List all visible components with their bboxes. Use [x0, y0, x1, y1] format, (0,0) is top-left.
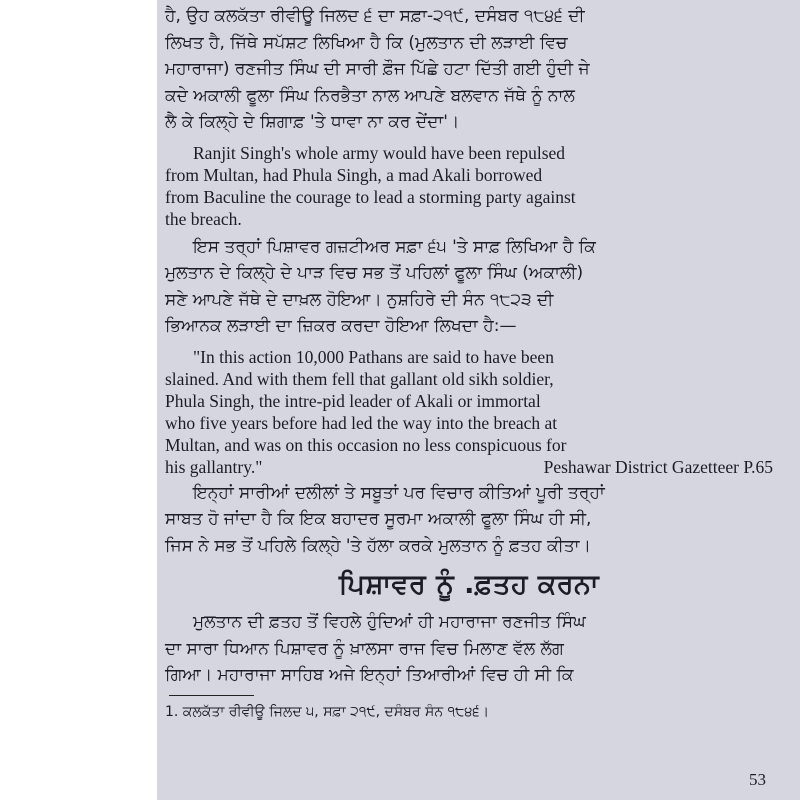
text-line: ਮੁਲਤਾਨ ਦੇ ਕਿਲ੍ਹੇ ਦੇ ਪਾੜ ਵਿਚ ਸਭ ਤੋਂ ਪਹਿਲਾਂ ਫੂਲਾ ਸਿੰਘ (ਅਕਾਲੀ)	[165, 263, 584, 283]
quote-line: his gallantry."	[165, 456, 263, 477]
text-line: ਜਿਸ ਨੇ ਸਭ ਤੋਂ ਪਹਿਲੇ ਕਿਲ੍ਹੇ 'ਤੇ ਹੱਲਾ ਕਰਕੇ ਮੁਲਤਾਨ ਨੂੰ ਫ਼ਤਹ ਕੀਤਾ।	[165, 535, 591, 556]
paragraph-1	[165, 0, 773, 136]
quote-line: Phula Singh, the intre-pid leader of Akali or immortal	[165, 390, 541, 411]
text-line: ਮੁਲਤਾਨ ਦੀ ਫ਼ਤਹ ਤੋਂ ਵਿਹਲੇ ਹੁੰਦਿਆਂ ਹੀ ਮਹਾਰਾਜਾ ਰਣਜੀਤ ਸਿੰਘ	[193, 612, 586, 632]
quote-line: from Baculine the courage to lead a storming party against	[165, 186, 576, 207]
quote-line: slained. And with them fell that gallant old sikh soldier,	[165, 368, 554, 389]
text-line: ਇਨ੍ਹਾਂ ਸਾਰੀਆਂ ਦਲੀਲਾਂ ਤੇ ਸਬੂਤਾਂ ਪਰ ਵਿਚਾਰ ਕੀਤਿਆਂ ਪੂਰੀ ਤਰ੍ਹਾਂ	[193, 482, 605, 503]
text-line: ਗਿਆ। ਮਹਾਰਾਜਾ ਸਾਹਿਬ ਅਜੇ ਇਨ੍ਹਾਂ ਤਿਆਰੀਆਂ ਵਿਚ ਹੀ ਸੀ ਕਿ	[165, 665, 574, 685]
text-line: ਮਹਾਰਾਜਾ) ਰਣਜੀਤ ਸਿੰਘ ਦੀ ਸਾਰੀ ਫ਼ੌਜ ਪਿੱਛੇ ਹਟਾ ਦਿੱਤੀ ਗਈ ਹੁੰਦੀ ਜੇ	[165, 59, 590, 79]
text-line: ਭਿਆਨਕ ਲੜਾਈ ਦਾ ਜ਼ਿਕਰ ਕਰਦਾ ਹੋਇਆ ਲਿਖਦਾ ਹੈ:—	[165, 316, 517, 336]
book-page	[157, 0, 800, 800]
footnote-divider	[169, 695, 254, 696]
text-line: ਦਾ ਸਾਰਾ ਧਿਆਨ ਪਿਸ਼ਾਵਰ ਨੂੰ ਖ਼ਾਲਸਾ ਰਾਜ ਵਿਚ ਮਿਲਾਣ ਵੱਲ ਲੱਗ	[165, 638, 564, 659]
quote-source: Peshawar District Gazetteer P.65	[543, 456, 773, 477]
english-quote-2	[165, 346, 773, 478]
text-line: ਸਾਬਤ ਹੋ ਜਾਂਦਾ ਹੈ ਕਿ ਇਕ ਬਹਾਦਰ ਸੂਰਮਾ ਅਕਾਲੀ ਫੂਲਾ ਸਿੰਘ ਹੀ ਸੀ,	[165, 509, 592, 529]
quote-line: Ranjit Singh's whole army would have been repulsed	[193, 142, 566, 163]
footnote: 1. ਕਲਕੱਤਾ ਰੀਵੀਊ ਜਿਲਦ ੫, ਸਫ਼ਾ ੨੧੯, ਦਸੰਬਰ ਸੰਨ ੧੮੪੬।	[165, 703, 490, 720]
quote-line: "In this action 10,000 Pathans are said to have been	[193, 346, 554, 367]
section-heading: ਪਿਸ਼ਾਵਰ ਨੂੰ .ਫ਼ਤਹ ਕਰਨਾ	[338, 569, 600, 600]
quote-line: who five years before had led the way into the breach at	[165, 412, 558, 433]
english-quote-1	[165, 142, 773, 230]
text-line: ਕਦੇ ਅਕਾਲੀ ਫੂਲਾ ਸਿੰਘ ਨਿਰਭੈਤਾ ਨਾਲ ਆਪਣੇ ਬਲਵਾਨ ਜੱਥੇ ਨੂੰ ਨਾਲ	[165, 85, 575, 106]
text-line: ਹੈ, ਉਹ ਕਲਕੱਤਾ ਰੀਵੀਊ ਜਿਲਦ ੬ ਦਾ ਸਫ਼ਾ-੨੧੯, ਦਸੰਬਰ ੧੮੪੬ ਦੀ	[165, 6, 585, 26]
quote-line: Multan, and was on this occasion no less conspicuous for	[165, 434, 567, 455]
quote-line: the breach.	[165, 208, 242, 229]
text-line: ਸਣੇ ਆਪਣੇ ਜੱਥੇ ਦੇ ਦਾਖ਼ਲ ਹੋਇਆ। ਨੁਸ਼ਹਿਰੇ ਦੀ ਸੰਨ ੧੮੨੩ ਦੀ	[165, 289, 554, 310]
quote-line: from Multan, had Phula Singh, a mad Akali borrowed	[165, 164, 543, 185]
text-line: ਇਸ ਤਰ੍ਹਾਂ ਪਿਸ਼ਾਵਰ ਗਜ਼ਟੀਅਰ ਸਫ਼ਾ ੬੫ 'ਤੇ ਸਾਫ਼ ਲਿਖਿਆ ਹੈ ਕਿ	[193, 236, 596, 257]
page-number: 53	[749, 770, 766, 789]
text-line: ਲਿਖਤ ਹੈ, ਜਿੱਥੇ ਸਪੱਸ਼ਟ ਲਿਖਿਆ ਹੈ ਕਿ (ਮੁਲਤਾਨ ਦੀ ਲੜਾਈ ਵਿਚ	[165, 32, 568, 53]
page-body	[165, 0, 773, 722]
text-line: ਲੈ ਕੇ ਕਿਲ੍ਹੇ ਦੇ ਸ਼ਿਗਾਫ਼ 'ਤੇ ਧਾਵਾ ਨਾ ਕਰ ਦੇਂਦਾ'।	[165, 112, 460, 132]
paragraph-2	[165, 234, 773, 340]
paragraph-4	[165, 609, 773, 689]
paragraph-3	[165, 480, 773, 560]
